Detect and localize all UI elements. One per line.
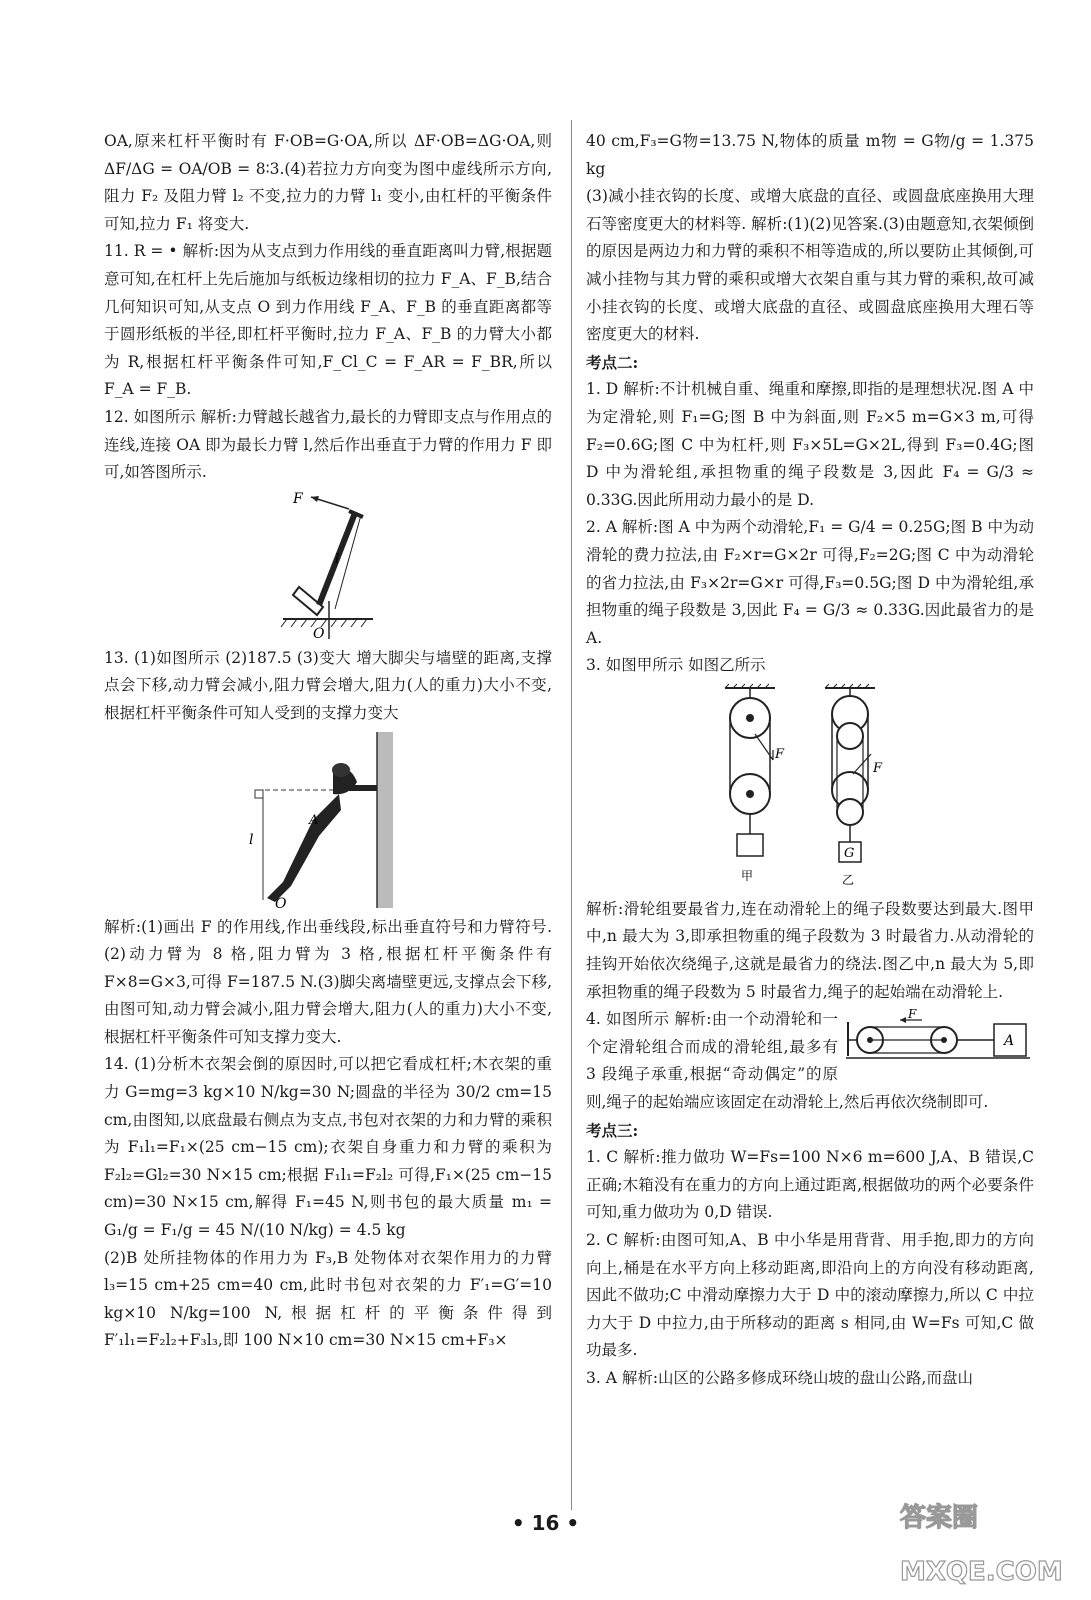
pivot-O-label: O — [275, 895, 287, 912]
answer-13: 13. (1)如图所示 (2)187.5 (3)变大 增大脚尖与墙壁的距离,支撑点会下移,动力臂会减小,阻力臂会增大,阻力(人的重力)大小不变,根据杠杆平衡条件可知人受到的支撑力变大 — [104, 648, 552, 722]
answer-14-part2: (2)B 处所挂物体的作用力为 F₃,B 处物体对衣架作用力的力臂 l₃=15 cm+25 cm=40 cm,此时书包对衣架的力 F′₁=G′=10 kg×10 N/kg=100 N,根据杠杆的平衡条件得到 F′₁l₁=F₂l₂+F₃l₃,即 100 N×10 cm=30 N×15 cm+F₃× — [104, 1248, 552, 1350]
yi-label: 乙 — [842, 872, 855, 887]
section2-answer-3-analysis: 解析:滑轮组要最省力,连在动滑轮上的绳子段数要达到最大.图甲中,n 最大为 3,即承担物重的绳子段数为 3 时最省力.从动滑轮的挂钩开始依次绕绳子,这就是最省力的绕法.图乙中,n 最大为 5,即承担物重的绳子段数为 5 时最省力,绳子的起始端在动滑轮上. — [586, 899, 1034, 1001]
answer-14-continuation: 40 cm,F₃=G物=13.75 N,物体的质量 m物 = G物/g = 1.375 kg — [586, 132, 1034, 178]
watermark-url: MXQE.COM — [900, 1557, 1063, 1587]
yi-force-label: F — [873, 760, 883, 776]
answer-11: 11. R = • 解析:因为从支点到力作用线的垂直距离叫力臂,根据题意可知,在杠杆上先后施加与纸板边缘相切的拉力 F_A、F_B,结合几何知识可知,从支点 O 到力作用线 F_A、F_B 的垂直距离都等于圆形纸板的半径,即杠杆平衡时,拉力 F_A、F_B 的力臂大小都为 R,根据杠杆平衡条件可知,F_Cl_C = F_AR = F_BR,所以 F_A = F_B. — [104, 242, 552, 399]
pivot-label: O — [313, 625, 325, 642]
arm-l-label: l — [249, 831, 254, 848]
block-A-label: A — [1004, 1033, 1015, 1050]
answer-12: 12. 如图所示 解析:力臂越长越省力,最长的力臂即支点与作用点的连线,连接 OA 即为最长力臂 l,然后作出垂直于力臂的作用力 F 即可,如答图所示. — [104, 407, 552, 482]
horizontal-pulley-figure — [844, 1008, 1034, 1062]
right-column — [586, 128, 1034, 1393]
force-F-label: F — [317, 792, 327, 808]
pushup-figure-13 — [249, 732, 403, 912]
page-number: • 16 • — [511, 1511, 580, 1535]
section3-answer-1: 1. C 解析:推力做功 W=Fs=100 N×6 m=600 J,A、B 错误,C 正确;木箱没有在重力的方向上通过距离,根据做功的两个必要条件可知,重力做功为 0,D 错误. — [586, 1148, 1034, 1222]
pulley-figures — [715, 684, 905, 892]
force-label: F — [293, 490, 303, 507]
section-heading-2: 考点二: — [586, 352, 639, 372]
watermark-logo — [880, 1480, 1080, 1598]
force-F-label-4: F — [908, 1007, 917, 1022]
section2-answer-3: 3. 如图甲所示 如图乙所示 — [586, 656, 766, 675]
lever-figure-12 — [263, 491, 393, 641]
paragraph-continuation: OA,原来杠杆平衡时有 F·OB=G·OA,所以 ΔF·OB=ΔG·OA,则 ΔF/ΔG = OA/OB = 8∶3.(4)若拉力方向变为图中虚线所示方向,阻力 F₂ 及阻力臂 l₂ 不变,拉力的力臂 l₁ 变小,由杠杆的平衡条件可知,拉力 F₁ 将变大. — [104, 132, 552, 233]
watermark-title: 答案圈 — [900, 1503, 979, 1533]
jia-label: 甲 — [741, 868, 754, 883]
section2-answer-1: 1. D 解析:不计机械自重、绳重和摩擦,即指的是理想状况.图 A 中为定滑轮,则 F₁=G;图 B 中为斜面,则 F₂×5 m=G×3 m,可得 F₂=0.6G;图 C 中为杠杆,则 F₃×5L=G×2L,得到 F₃=0.4G;图 D 中为滑轮组,承担物重的绳子段数是 3,因此 F₄ = G/3 ≈ 0.33G.因此所用动力最小的是 D. — [586, 380, 1034, 509]
section2-answer-2: 2. A 解析:图 A 中为两个动滑轮,F₁ = G/4 = 0.25G;图 B 中为动滑轮的费力拉法,由 F₂×r=G×2r 可得,F₂=2G;图 C 中为动滑轮的省力拉法,由 F₃×2r=G×r 可得,F₃=0.5G;图 D 中为滑轮组,承担物重的绳子段数是 3,因此 F₄ = G/3 ≈ 0.33G.因此最省力的是 A. — [586, 518, 1034, 647]
weight-G-label: G — [844, 845, 855, 861]
answer-14-part3: (3)减小挂衣钩的长度、或增大底盘的直径、或圆盘底座换用大理石等密度更大的材料等. 解析:(1)(2)见答案.(3)由题意知,衣架倾倒的原因是两边力和力臂的乘积不相等造成的,所以要防止其倾倒,可减小挂物与其力臂的乘积或增大衣架自重与其力臂的乘积,故可减小挂衣钩的长度、或增大底盘的直径、或圆盘底座换用大理石等密度更大的材料. — [586, 187, 1034, 344]
left-column — [104, 128, 552, 1355]
section2-answer-4: 4. 如图所示 解析:由一个动滑轮和一个定滑轮组合而成的滑轮组,最多有 3 段绳子承重,根据“奇动偶定”的原则,绳子的起始端应该固定在动滑轮上,然后再依次绕制即可. — [586, 1010, 989, 1112]
answer-14: 14. (1)分析木衣架会倒的原因时,可以把它看成杠杆;木衣架的重力 G=mg=3 kg×10 N/kg=30 N;圆盘的半径为 30/2 cm=15 cm,由图知,以底盘最右侧点为支点,书包对衣架的力和力臂的乘积为 F₁l₁=F₁×(25 cm−15 cm);衣架自身重力和力臂的乘积为 F₂l₂=Gl₂=30 N×15 cm;根据 F₁l₁=F₂l₂ 可得,F₁×(25 cm−15 cm)=30 N×15 cm,解得 F₁=45 N,则书包的最大质量 m₁ = G₁/g = F₁/g = 45 N/(10 N/kg) = 4.5 kg — [104, 1055, 552, 1240]
answer-13-analysis: 解析:(1)画出 F 的作用线,作出垂线段,标出垂直符号和力臂符号.(2)动力臂为 8 格,阻力臂为 3 格,根据杠杆平衡条件有 F×8=G×3,可得 F=187.5 N.(3)脚尖离墙壁更远,支撑点会下移,由图可知,动力臂会减小,阻力臂会增大,阻力(人的重力)大小不变,根据杠杆平衡条件可知支撑力变大. — [104, 917, 552, 1046]
section3-answer-3: 3. A 解析:山区的公路多修成环绕山坡的盘山公路,而盘山 — [586, 1368, 973, 1387]
section-heading-3: 考点三: — [586, 1120, 639, 1140]
section3-answer-2: 2. C 解析:由图可知,A、B 中小华是用背背、用手抱,即力的方向向上,桶是在水平方向上移动距离,即沿向上的方向没有移动距离,因此不做功;C 中滑动摩擦力大于 D 中的滚动摩擦力,所以 C 中拉力大于 D 中拉力,由于所移动的距离 s 相同,由 W=Fs 可知,C 做功最多. — [586, 1231, 1034, 1360]
point-A-label: A — [309, 812, 319, 828]
jia-force-label: F — [775, 746, 785, 762]
arm-label: l — [335, 551, 340, 567]
column-divider — [571, 120, 572, 1510]
